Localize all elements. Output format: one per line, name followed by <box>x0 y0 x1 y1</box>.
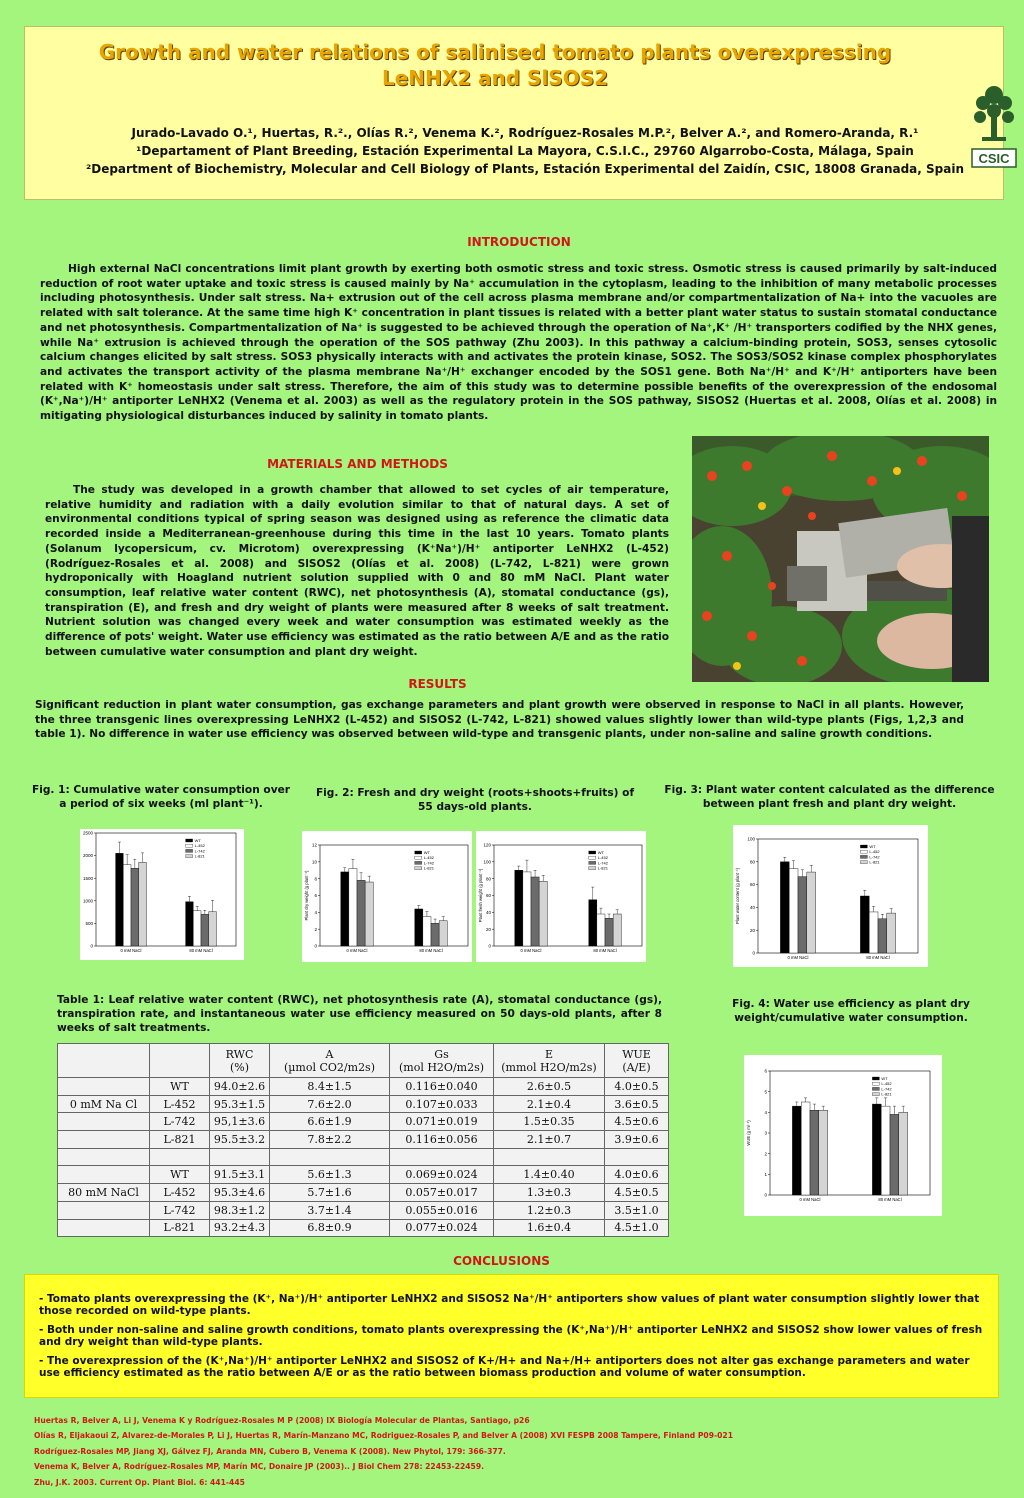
legend-swatch <box>589 856 596 859</box>
legend-label: WT <box>194 838 201 843</box>
y-tick-label: 3 <box>764 1130 767 1136</box>
table-cell <box>58 1219 150 1237</box>
legend-swatch <box>860 855 867 858</box>
conclusions-box <box>24 1274 999 1398</box>
table-cell: 95.3±1.5 <box>210 1095 270 1113</box>
y-tick-label: 80 <box>749 859 755 865</box>
fig3-chart <box>733 825 928 967</box>
y-tick-label: 2 <box>314 926 317 932</box>
bar <box>523 872 531 946</box>
poster-title <box>25 39 965 91</box>
table-cell <box>605 1148 669 1166</box>
table-cell <box>58 1113 150 1131</box>
bar <box>431 923 439 946</box>
y-axis-label: WUE (g ml⁻¹) <box>746 1120 751 1146</box>
table-cell: 2.1±0.7 <box>494 1131 605 1149</box>
table-cell: L-742 <box>150 1201 210 1219</box>
bar <box>365 882 373 946</box>
y-axis-label: Plant water content (g plant⁻¹) <box>735 868 740 924</box>
y-tick-label: 8 <box>314 876 317 882</box>
y-tick-label: 60 <box>749 882 755 888</box>
legend-swatch <box>589 861 596 864</box>
y-tick-label: 20 <box>485 926 491 932</box>
bar <box>341 872 349 946</box>
bar <box>201 914 209 946</box>
table-cell <box>58 1044 150 1078</box>
legend-label: L-742 <box>597 860 608 866</box>
y-tick-label: 40 <box>749 905 755 910</box>
table-cell: 4.0±0.5 <box>605 1078 669 1096</box>
y-tick-label: 0 <box>488 943 491 949</box>
legend-label: L-742 <box>881 1086 892 1092</box>
csic-logo <box>968 75 1020 173</box>
y-tick-label: 100 <box>483 859 491 865</box>
bar <box>423 917 431 946</box>
legend-label: L-742 <box>194 848 205 854</box>
table-cell: 0.116±0.040 <box>390 1078 494 1096</box>
table-cell: 95.5±3.2 <box>210 1131 270 1149</box>
legend-swatch <box>872 1093 879 1096</box>
bar <box>780 862 789 953</box>
table-cell <box>58 1078 150 1096</box>
table-cell: 6.6±1.9 <box>270 1113 390 1131</box>
table-cell: 5.6±1.3 <box>270 1166 390 1184</box>
y-tick-label: 0 <box>764 1192 767 1198</box>
table-cell: 4.0±0.6 <box>605 1166 669 1184</box>
legend-swatch <box>589 867 596 870</box>
bar <box>116 853 124 946</box>
y-tick-label: 2500 <box>82 830 93 836</box>
table-cell: WT <box>150 1166 210 1184</box>
legend-swatch <box>860 850 867 853</box>
affiliation-2: ²Department of Biochemistry, Molecular and Cell Biology of Plants, Estación Experimental del Zaidín, CSIC, 18008 Granada, Spain <box>85 162 964 176</box>
table-cell: 95.3±4.6 <box>210 1184 270 1202</box>
legend-swatch <box>186 855 193 858</box>
y-tick-label: 4 <box>314 909 317 915</box>
table-cell: 80 mM NaCl <box>58 1184 150 1202</box>
table-row <box>58 1113 669 1131</box>
title-line-2: LeNHX2 and SlSOS2 <box>381 66 609 90</box>
results-heading: RESULTS <box>408 677 467 691</box>
affiliation-1: ¹Departament of Plant Breeding, Estación Experimental La Mayora, C.S.I.C., 29760 Algarrobo-Costa, Málaga, Spain <box>136 144 914 158</box>
reference-item: Olías R, Eljakaoui Z, Alvarez-de-Morales P, Li J, Huertas R, Marín-Manzano MC, Rodriguez-Rosales P, and Belver A (2008) XVI FESPB 2008 Tampere, Finland P09-021 <box>34 1431 733 1441</box>
bar <box>209 912 217 946</box>
bar <box>186 902 194 946</box>
legend-swatch <box>872 1077 879 1080</box>
y-axis-label: Plant fresh weight (g plant⁻¹) <box>478 868 483 923</box>
table-cell: 91.5±3.1 <box>210 1166 270 1184</box>
table-cell: 0.107±0.033 <box>390 1095 494 1113</box>
table-cell: A (µmol CO2/m2s) <box>270 1044 390 1078</box>
table-cell <box>270 1148 390 1166</box>
table-cell: E (mmol H2O/m2s) <box>494 1044 605 1078</box>
table-row <box>58 1148 669 1166</box>
table-cell: L-742 <box>150 1113 210 1131</box>
table-cell: 7.8±2.2 <box>270 1131 390 1149</box>
fig2a-chart <box>302 831 472 962</box>
table-row <box>58 1166 669 1184</box>
table-row <box>58 1095 669 1113</box>
legend-swatch <box>872 1087 879 1090</box>
legend-label: L-821 <box>597 865 608 871</box>
table-cell <box>150 1148 210 1166</box>
legend-swatch <box>186 844 193 847</box>
bar <box>807 872 816 953</box>
methods-text: The study was developed in a growth chamber that allowed to set cycles of air temperature, relative humidity and radiation with a daily evolution similar to that of natural days. A set of environmental conditions typical of spring season was designed using as reference the climatic data recorded inside a Mediterranean-greenhouse during this time in the last 10 years. Tomato plants (Solanum lycopersicum, cv. Microtom) overexpressing (K⁺Na⁺)/H⁺ antiporter LeNHX2 (L-452) (Rodríguez-Rosales et al. 2008) and SlSOS2 (Olías et al. 2008) (L-742, L-821) were grown hydroponically with Hoagland nutrient solution supplied with 0 and 80 mM NaCl. Plant water consumption, leaf relative water content (RWC), net photosynthesis (A), stomatal conductance (gs), transpiration (E), and fresh and dry weight of plants were measured after 8 weeks of salt treatment. Nutrient solution was changed every week and water consumption was estimated weekly as the difference of pots' weight. Water use efficiency was estimated as the ratio between A/E and as the ratio between cumulative water consumption and plant dry weight. <box>45 484 669 658</box>
table-cell: 3.6±0.5 <box>605 1095 669 1113</box>
table-cell: L-452 <box>150 1095 210 1113</box>
legend-label: L-821 <box>881 1091 892 1097</box>
bar <box>860 896 869 953</box>
table-cell: RWC (%) <box>210 1044 270 1078</box>
x-tick-label: 0 mM NaCl <box>346 948 368 953</box>
y-tick-label: 2000 <box>82 853 93 859</box>
legend-swatch <box>860 861 867 864</box>
bar <box>887 913 896 953</box>
fig2-caption: Fig. 2: Fresh and dry weight (roots+shoots+fruits) of 55 days-old plants. <box>315 787 635 813</box>
table-cell: 1.4±0.40 <box>494 1166 605 1184</box>
bar <box>123 865 131 946</box>
authors: Jurado-Lavado O.¹, Huertas, R.²., Olías R.², Venema K.², Rodríguez-Rosales M.P.², Belver A.², and Romero-Aranda, R.¹ <box>131 126 919 140</box>
table-cell: 0.069±0.024 <box>390 1166 494 1184</box>
y-tick-label: 6 <box>764 1068 767 1074</box>
x-tick-label: 80 mM NaCl <box>419 948 443 953</box>
conclusions-heading: CONCLUSIONS <box>453 1254 550 1268</box>
legend-label: L-452 <box>597 855 608 861</box>
y-tick-label: 5 <box>764 1089 767 1095</box>
table-cell <box>58 1166 150 1184</box>
bar <box>792 1106 801 1195</box>
fig3-caption: Fig. 3: Plant water content calculated as the difference between plant fresh and plant dry weight. <box>664 784 995 810</box>
table-cell: 3.5±1.0 <box>605 1201 669 1219</box>
table-cell: L-821 <box>150 1219 210 1237</box>
table-cell: 0 mM Na Cl <box>58 1095 150 1113</box>
legend-swatch <box>186 849 193 852</box>
table-cell <box>58 1131 150 1149</box>
y-tick-label: 4 <box>764 1109 767 1115</box>
y-tick-label: 500 <box>85 921 93 926</box>
results-text: Significant reduction in plant water consumption, gas exchange parameters and plant growth were observed in response to NaCl in all plants. However, the three transgenic lines overexpressing LeNHX2 (L-452) and SlSOS2 (L-742, L-821) showed values slightly lower than wild-type plants (Figs, 1,2,3 and table 1). No difference in water use efficiency was observed between wild-type and transgenic plants, under non-saline and saline growth conditions. <box>35 699 964 741</box>
table-cell: 4.5±1.0 <box>605 1219 669 1237</box>
introduction-heading: INTRODUCTION <box>467 235 571 249</box>
table-cell: 0.057±0.017 <box>390 1184 494 1202</box>
legend-label: L-742 <box>869 854 880 860</box>
bar <box>589 900 597 946</box>
bar <box>798 877 807 953</box>
conclusion-item: - The overexpression of the (K⁺,Na⁺)/H⁺ antiporter LeNHX2 and SlSOS2 of K+/H+ and Na+/H+ antiporters does not alter gas exchange parameters and water use efficiency estimated as the ratio between A/E or as the ratio between biomass production and volume of water consumption. <box>39 1355 970 1379</box>
x-tick-label: 80 mM NaCl <box>878 1197 902 1202</box>
table-cell: 5.7±1.6 <box>270 1184 390 1202</box>
bar <box>878 919 887 953</box>
legend-label: WT <box>869 844 876 849</box>
bar <box>869 912 878 953</box>
bar <box>899 1112 908 1195</box>
y-tick-label: 120 <box>483 842 491 848</box>
y-tick-label: 0 <box>314 943 317 949</box>
table-cell: 8.4±1.5 <box>270 1078 390 1096</box>
legend-swatch <box>860 845 867 848</box>
table-cell: 95,1±3.6 <box>210 1113 270 1131</box>
y-tick-label: 2 <box>764 1151 767 1157</box>
bar <box>515 870 523 946</box>
bar <box>597 914 605 946</box>
conclusion-item: - Both under non-saline and saline growth conditions, tomato plants overexpressing the (K⁺,Na⁺)/H⁺ antiporter LeNHX2 and SlSOS2 show lower values of fresh and dry weight than wild-type plants. <box>39 1324 983 1348</box>
legend-label: WT <box>881 1076 888 1081</box>
table-cell: 1.5±0.35 <box>494 1113 605 1131</box>
table-cell: 98.3±1.2 <box>210 1201 270 1219</box>
table-cell: 7.6±2.0 <box>270 1095 390 1113</box>
bar <box>415 909 423 946</box>
fig1-caption: Fig. 1: Cumulative water consumption over a period of six weeks (ml plant⁻¹). <box>31 784 291 810</box>
legend-label: L-821 <box>423 865 434 871</box>
legend-label: L-452 <box>194 843 205 849</box>
fig2b-chart <box>476 831 646 962</box>
bar <box>349 869 357 946</box>
table-cell: Gs (mol H2O/m2s) <box>390 1044 494 1078</box>
y-tick-label: 80 <box>485 876 491 882</box>
fig4-chart <box>744 1055 942 1216</box>
y-tick-label: 40 <box>485 909 491 915</box>
table-row <box>58 1184 669 1202</box>
table-cell: 0.077±0.024 <box>390 1219 494 1237</box>
logo-text: CSIC <box>978 151 1010 166</box>
table-cell: 4.5±0.5 <box>605 1184 669 1202</box>
bar <box>819 1110 828 1195</box>
bar <box>789 869 798 953</box>
x-tick-label: 0 mM NaCl <box>799 1197 821 1202</box>
table-row <box>58 1131 669 1149</box>
table-header-row <box>58 1044 669 1078</box>
fig1-chart <box>80 829 244 960</box>
references <box>34 1413 994 1490</box>
legend-swatch <box>415 851 422 854</box>
bar <box>131 868 139 946</box>
table-cell: L-452 <box>150 1184 210 1202</box>
bar <box>613 914 621 946</box>
bar <box>605 918 613 946</box>
legend-label: WT <box>423 850 430 855</box>
introduction-text: High external NaCl concentrations limit plant growth by exerting both osmotic stress and toxic stress. Osmotic stress is caused primarily by salt-induced reduction of root water uptake and toxic stress is caused mainly by Na⁺ accumulation in the cytoplasm, leading to the inhibition of many metabolic processes including photosynthesis. Under salt stress. Na+ extrusion out of the cell across plasma membrane and/or compartmentalization of Na+ into the vacuoles are related with salt tolerance. At the same time high K⁺ concentration in plant tissues is related with a better plant water status to sustain stomatal conductance and net photosynthesis. Compartmentalization of Na⁺ is suggested to be achieved through the operation of Na⁺,K⁺ /H⁺ transporters codified by the NHX genes, while Na⁺ extrusion is achieved through the operation of the SOS pathway (Zhu 2003). In this pathway a calcium-binding protein, SOS3, senses cytosolic calcium changes elicited by salt stress. SOS3 physically interacts with and activates the protein kinase, SOS2. The SOS3/SOS2 kinase complex phosphorylates and activates the transport activity of the plasma membrane Na⁺/H⁺ exchanger encoded by the SOS1 gene. Both Na⁺/H⁺ and K⁺/H⁺ antiporters have been related with K⁺ homeostasis under salt stress. Therefore, the aim of this study was to determine possible benefits of the overexpression of the endosomal (K⁺,Na⁺)/H⁺ antiporter LeNHX2 (Venema et al. 2003) as well as the regulatory protein in the SOS pathway, SlSOS2 (Huertas et al. 2008, Olías et al. 2008) in mitigating physiological disturbances induced by salinity in tomato plants. <box>40 263 997 423</box>
x-tick-label: 0 mM NaCl <box>120 948 142 953</box>
conclusion-item: - Tomato plants overexpressing the (K⁺, Na⁺)/H⁺ antiporter LeNHX2 and SlSOS2 Na⁺/H⁺ antiporters show values of plant water consumption slightly lower that those recorded on wild-type plants. <box>39 1293 980 1317</box>
table-cell <box>210 1148 270 1166</box>
title-line-1: Growth and water relations of salinised tomato plants overexpressing <box>98 40 892 64</box>
table-cell <box>58 1201 150 1219</box>
y-tick-label: 100 <box>747 836 755 842</box>
reference-item: Venema K, Belver A, Rodríguez-Rosales MP, Marín MC, Donaire JP (2003).. J Biol Chem 278: 22453-22459. <box>34 1462 484 1472</box>
y-tick-label: 1 <box>764 1171 767 1177</box>
table-cell: 0.055±0.016 <box>390 1201 494 1219</box>
reference-item: Huertas R, Belver A, Li J, Venema K y Rodríguez-Rosales M P (2008) IX Biología Molecular de Plantas, Santiago, p26 <box>34 1416 530 1425</box>
table-cell <box>58 1148 150 1166</box>
table-cell: 4.5±0.6 <box>605 1113 669 1131</box>
table-cell: 1.3±0.3 <box>494 1184 605 1202</box>
legend-label: L-452 <box>881 1081 892 1087</box>
table-cell: 3.9±0.6 <box>605 1131 669 1149</box>
results-table <box>57 1043 669 1237</box>
bar <box>881 1106 890 1195</box>
x-tick-label: 80 mM NaCl <box>189 948 213 953</box>
x-tick-label: 80 mM NaCl <box>593 948 617 953</box>
table-row <box>58 1078 669 1096</box>
bar <box>439 921 447 946</box>
legend-label: L-742 <box>423 860 434 866</box>
x-tick-label: 0 mM NaCl <box>520 948 542 953</box>
y-tick-label: 6 <box>314 893 317 899</box>
legend-swatch <box>186 839 193 842</box>
table-cell: 93.2±4.3 <box>210 1219 270 1237</box>
table-cell: 6.8±0.9 <box>270 1219 390 1237</box>
legend-swatch <box>415 861 422 864</box>
legend-swatch <box>415 867 422 870</box>
table-cell <box>494 1148 605 1166</box>
table-row <box>58 1219 669 1237</box>
y-tick-label: 12 <box>311 842 317 848</box>
bar <box>357 880 365 946</box>
table-cell: 1.2±0.3 <box>494 1201 605 1219</box>
fig4-caption: Fig. 4: Water use efficiency as plant dry weight/cumulative water consumption. <box>732 998 970 1024</box>
table-cell: L-821 <box>150 1131 210 1149</box>
reference-item: Rodríguez-Rosales MP, Jiang XJ, Gálvez FJ, Aranda MN, Cubero B, Venema K (2008). New Phytol, 179: 366-377. <box>34 1446 506 1456</box>
legend-label: L-821 <box>194 853 205 859</box>
table-cell: 0.116±0.056 <box>390 1131 494 1149</box>
bar <box>531 877 539 946</box>
legend-label: L-452 <box>869 849 880 855</box>
table-caption: Table 1: Leaf relative water content (RWC), net photosynthesis rate (A), stomatal conductance (gs), transpiration rate, and instantaneous water use efficiency measured on 50 days-old plants, after 8 weeks of salt treatments. <box>57 994 662 1034</box>
table-cell: 3.7±1.4 <box>270 1201 390 1219</box>
y-tick-label: 0 <box>752 950 755 956</box>
methods-heading: MATERIALS AND METHODS <box>267 457 448 471</box>
table-cell: 2.6±0.5 <box>494 1078 605 1096</box>
bar <box>890 1114 899 1195</box>
reference-item: Zhu, J.K. 2003. Current Op. Plant Biol. 6: 441-445 <box>34 1477 245 1487</box>
x-tick-label: 80 mM NaCl <box>866 955 890 960</box>
legend-label: WT <box>597 850 604 855</box>
poster-header <box>24 26 1010 200</box>
table-row <box>58 1201 669 1219</box>
table-cell: 0.071±0.019 <box>390 1113 494 1131</box>
legend-swatch <box>872 1082 879 1085</box>
y-tick-label: 10 <box>311 859 317 865</box>
table-cell <box>150 1044 210 1078</box>
y-tick-label: 1000 <box>82 898 93 904</box>
bar <box>810 1110 819 1195</box>
table-cell: WUE (A/E) <box>605 1044 669 1078</box>
legend-label: L-452 <box>423 855 434 861</box>
bar <box>539 881 547 946</box>
table-cell <box>390 1148 494 1166</box>
experiment-photo <box>692 436 989 682</box>
y-axis-label: Plant dry weight (g plant⁻¹) <box>304 870 309 921</box>
table-cell: WT <box>150 1078 210 1096</box>
bar <box>801 1102 810 1195</box>
table-cell: 94.0±2.6 <box>210 1078 270 1096</box>
legend-label: L-821 <box>869 859 880 865</box>
legend-swatch <box>415 856 422 859</box>
table-cell: 1.6±0.4 <box>494 1219 605 1237</box>
y-tick-label: 0 <box>90 943 93 949</box>
y-tick-label: 1500 <box>82 875 93 881</box>
bar <box>193 911 201 946</box>
legend-swatch <box>589 851 596 854</box>
table-cell: 2.1±0.4 <box>494 1095 605 1113</box>
y-tick-label: 60 <box>485 893 491 899</box>
y-tick-label: 20 <box>749 927 755 933</box>
bar <box>872 1104 881 1195</box>
bar <box>139 862 147 946</box>
x-tick-label: 0 mM NaCl <box>787 955 809 960</box>
